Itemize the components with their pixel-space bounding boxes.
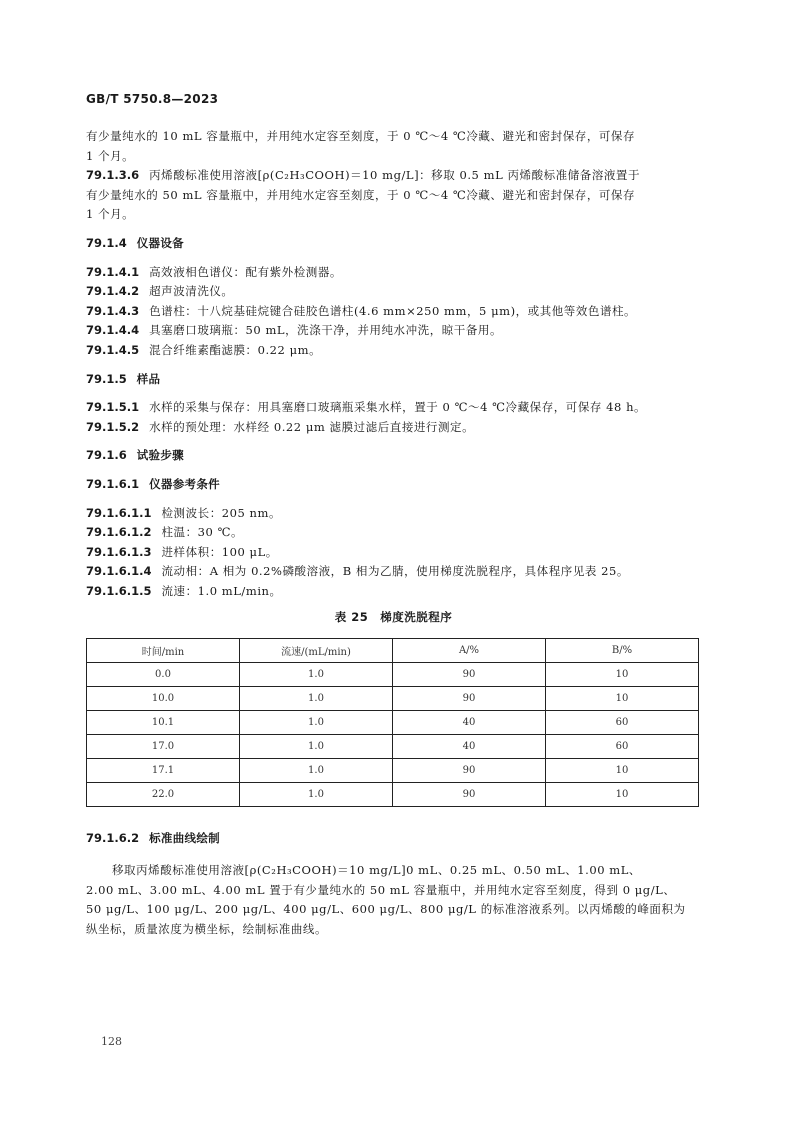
clause-text: 丙烯酸标准使用溶液[ρ(C₂H₃COOH)＝10 mg/L]：移取 0.5 mL 丙烯酸标准储备溶液置于 — [149, 168, 641, 183]
table-cell: 40 — [393, 735, 546, 759]
clause-79-1-6-1-5 — [86, 582, 701, 602]
clause-number: 79.1.6.1.5 — [86, 583, 152, 598]
table-caption: 表 25 梯度洗脱程序 — [334, 610, 453, 625]
clause-text: 柱温：30 ℃。 — [161, 525, 244, 540]
section-heading-79-1-6-2 — [86, 829, 701, 849]
paragraph-line: 纵坐标，质量浓度为横坐标，绘制标准曲线。 — [86, 921, 327, 936]
continued-text: 有少量纯水的 10 mL 容量瓶中，并用纯水定容至刻度，于 0 ℃～4 ℃冷藏、避光和密封保存，可保存 — [86, 129, 636, 143]
table-row — [87, 663, 699, 687]
clause-number: 79.1.5.1 — [86, 400, 140, 415]
table-cell: 1.0 — [240, 759, 393, 783]
section-number: 79.1.6.1 — [86, 476, 140, 491]
clause-text: 色谱柱：十八烷基硅烷键合硅胶色谱柱(4.6 mm×250 mm，5 μm)，或其他等效色谱柱。 — [149, 303, 637, 318]
table-cell: 90 — [393, 759, 546, 783]
section-title: 仪器设备 — [136, 235, 184, 250]
table-cell: 60 — [546, 735, 699, 759]
clause-text: 进样体积：100 μL。 — [161, 544, 278, 559]
paragraph-line: 移取丙烯酸标准使用溶液[ρ(C₂H₃COOH)＝10 mg/L]0 mL、0.25 mL、0.50 mL、1.00 mL、 — [112, 863, 641, 878]
clause-number: 79.1.4.4 — [86, 323, 140, 338]
clause-79-1-4-4 — [86, 321, 701, 341]
clause-79-1-6-1-4 — [86, 562, 701, 582]
section-number: 79.1.4 — [86, 235, 127, 250]
column-header: 流速/(mL/min) — [240, 639, 393, 663]
clause-number: 79.1.5.2 — [86, 419, 140, 434]
clause-text: 具塞磨口玻璃瓶：50 mL，洗涤干净，并用纯水冲洗，晾干备用。 — [149, 323, 503, 338]
section-number: 79.1.5 — [86, 371, 127, 386]
clause-text: 流动相：A 相为 0.2%磷酸溶液，B 相为乙腈，使用梯度洗脱程序，具体程序见表 25。 — [161, 564, 629, 579]
clause-79-1-6-1-2 — [86, 523, 701, 543]
table-row — [87, 783, 699, 807]
clause-text: 有少量纯水的 50 mL 容量瓶中，并用纯水定容至刻度，于 0 ℃～4 ℃冷藏、避光和密封保存，可保存 — [86, 187, 636, 202]
clause-79-1-3-6 — [86, 166, 701, 186]
table-cell: 10 — [546, 783, 699, 807]
section-number: 79.1.6 — [86, 448, 127, 463]
table-row — [87, 687, 699, 711]
clause-79-1-4-3 — [86, 302, 701, 322]
table-cell: 1.0 — [240, 735, 393, 759]
table-cell: 22.0 — [87, 783, 240, 807]
table-row — [87, 735, 699, 759]
clause-text: 混合纤维素酯滤膜：0.22 μm。 — [149, 342, 322, 357]
table-cell: 10 — [546, 759, 699, 783]
section-heading-79-1-6-1 — [86, 475, 701, 495]
clause-text: 流速：1.0 mL/min。 — [161, 583, 282, 598]
table-cell: 10.1 — [87, 711, 240, 735]
table-cell: 90 — [393, 687, 546, 711]
section-heading-79-1-4 — [86, 234, 701, 254]
table-cell: 1.0 — [240, 783, 393, 807]
clause-number: 79.1.6.1.1 — [86, 505, 152, 520]
column-header: B/% — [546, 639, 699, 663]
clause-79-1-6-1-3 — [86, 543, 701, 563]
table-header-row — [87, 639, 699, 663]
clause-79-1-5-2 — [86, 418, 701, 438]
clause-79-1-6-1-1 — [86, 504, 701, 524]
section-title: 试验步骤 — [136, 448, 184, 463]
section-heading-79-1-5 — [86, 370, 701, 390]
clause-text: 水样的预处理：水样经 0.22 μm 滤膜过滤后直接进行测定。 — [149, 419, 475, 434]
table-cell: 90 — [393, 783, 546, 807]
table-row — [87, 711, 699, 735]
table-cell: 0.0 — [87, 663, 240, 687]
column-header: A/% — [393, 639, 546, 663]
table-row — [87, 759, 699, 783]
section-title: 仪器参考条件 — [149, 476, 220, 491]
clause-text: 水样的采集与保存：用具塞磨口玻璃瓶采集水样，置于 0 ℃～4 ℃冷藏保存，可保存 48 h。 — [149, 400, 647, 415]
standard-code: GB/T 5750.8—2023 — [86, 92, 219, 106]
section-title: 样品 — [136, 371, 161, 386]
table-cell: 90 — [393, 663, 546, 687]
document-body — [86, 127, 701, 939]
table-cell: 10 — [546, 663, 699, 687]
clause-number: 79.1.6.1.3 — [86, 544, 152, 559]
clause-number: 79.1.4.3 — [86, 303, 140, 318]
table-cell: 1.0 — [240, 663, 393, 687]
section-title: 标准曲线绘制 — [149, 831, 220, 846]
clause-text: 高效液相色谱仪：配有紫外检测器。 — [149, 264, 342, 279]
clause-79-1-4-5 — [86, 341, 701, 361]
clause-number: 79.1.3.6 — [86, 168, 140, 183]
clause-79-1-4-1 — [86, 263, 701, 283]
table-cell: 10.0 — [87, 687, 240, 711]
clause-number: 79.1.4.1 — [86, 264, 140, 279]
clause-79-1-4-2 — [86, 282, 701, 302]
gradient-table — [86, 638, 699, 807]
clause-number: 79.1.4.5 — [86, 342, 140, 357]
clause-79-1-5-1 — [86, 398, 701, 418]
clause-number: 79.1.6.1.4 — [86, 564, 152, 579]
continued-text: 1 个月。 — [86, 148, 135, 163]
page-number: 128 — [101, 1035, 122, 1048]
clause-text: 超声波清洗仪。 — [149, 284, 234, 299]
section-heading-79-1-6 — [86, 446, 701, 466]
column-header: 时间/min — [87, 639, 240, 663]
table-cell: 17.1 — [87, 759, 240, 783]
clause-number: 79.1.4.2 — [86, 284, 140, 299]
clause-text: 1 个月。 — [86, 207, 135, 222]
paragraph-line: 2.00 mL、3.00 mL、4.00 mL 置于有少量纯水的 50 mL 容量瓶中，并用纯水定容至刻度，得到 0 μg/L、 — [86, 882, 676, 897]
table-cell: 1.0 — [240, 711, 393, 735]
clause-text: 检测波长：205 nm。 — [161, 505, 282, 520]
table-cell: 40 — [393, 711, 546, 735]
paragraph-line: 50 μg/L、100 μg/L、200 μg/L、400 μg/L、600 μg/L、800 μg/L 的标准溶液系列。以丙烯酸的峰面积为 — [86, 902, 686, 917]
table-cell: 1.0 — [240, 687, 393, 711]
clause-number: 79.1.6.1.2 — [86, 525, 152, 540]
table-cell: 10 — [546, 687, 699, 711]
section-number: 79.1.6.2 — [86, 831, 140, 846]
table-cell: 60 — [546, 711, 699, 735]
table-cell: 17.0 — [87, 735, 240, 759]
